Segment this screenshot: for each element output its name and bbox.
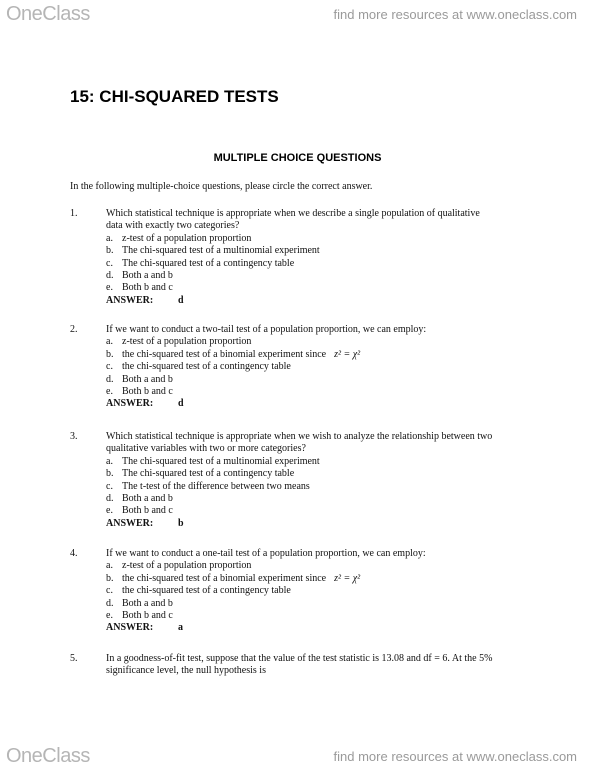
question-number: 4. [70, 548, 78, 559]
answer-value: b [178, 517, 184, 529]
question-3 [70, 431, 540, 530]
option-letter: d. [106, 493, 114, 505]
option-letter: b. [106, 468, 114, 480]
answer-option[interactable] [106, 282, 540, 294]
answer-option[interactable] [106, 598, 540, 610]
answer-option[interactable] [106, 233, 540, 245]
option-text: Both a and b [122, 493, 173, 505]
option-letter: d. [106, 373, 114, 385]
answer-line [106, 398, 540, 410]
header-bar: OneClass find more resources at www.oneclass.com [6, 3, 577, 25]
option-text: The chi-squared test of a multinomial experiment [122, 455, 320, 467]
question-body [106, 208, 540, 307]
question-stem-line: significance level, the null hypothesis is [106, 665, 266, 677]
section-title: MULTIPLE CHOICE QUESTIONS [213, 152, 382, 164]
equation: z² = χ² [334, 572, 361, 584]
answer-option[interactable] [106, 258, 540, 270]
option-text: The chi-squared test of a multinomial experiment [122, 245, 320, 257]
intro-text: In the following multiple-choice questions, please circle the correct answer. [70, 181, 373, 192]
answer-line [106, 518, 540, 530]
option-letter: e. [106, 282, 113, 294]
answer-value: d [178, 294, 184, 306]
option-letter: b. [106, 348, 114, 360]
option-text: Both a and b [122, 597, 173, 609]
answer-label: ANSWER: [106, 622, 154, 634]
answer-option[interactable] [106, 270, 540, 282]
question-stem-line: Which statistical technique is appropriate when we wish to analyze the relationship between two [106, 431, 493, 442]
option-letter: c. [106, 361, 113, 373]
footer-tagline[interactable]: find more resources at www.oneclass.com [333, 749, 577, 764]
option-letter: e. [106, 386, 113, 398]
answer-option[interactable] [106, 560, 540, 572]
question-stem-line: In a goodness-of-fit test, suppose that the value of the test statistic is 13.08 and df = 6. At the 5% [106, 653, 493, 664]
option-text: Both b and c [122, 505, 173, 517]
option-text: Both b and c [122, 386, 173, 398]
option-letter: d. [106, 597, 114, 609]
option-text: the chi-squared test of a binomial experiment since [122, 572, 327, 584]
option-letter: a. [106, 455, 113, 467]
header-tagline[interactable]: find more resources at www.oneclass.com [333, 7, 577, 22]
answer-option[interactable] [106, 349, 540, 361]
option-letter: e. [106, 610, 113, 622]
option-letter: a. [106, 560, 113, 572]
option-text: Both a and b [122, 270, 173, 282]
answer-option[interactable] [106, 481, 540, 493]
answer-option[interactable] [106, 493, 540, 505]
footer-bar: OneClass find more resources at www.oneclass.com [6, 745, 577, 767]
answer-line [106, 295, 540, 307]
answer-label: ANSWER: [106, 294, 154, 306]
option-letter: b. [106, 572, 114, 584]
chapter-title: 15: CHI-SQUARED TESTS [70, 87, 279, 106]
answer-option[interactable] [106, 245, 540, 257]
option-text: Both b and c [122, 282, 173, 294]
question-body [106, 548, 540, 635]
question-body [106, 324, 540, 411]
question-body [106, 431, 540, 530]
answer-label: ANSWER: [106, 398, 154, 410]
option-letter: c. [106, 480, 113, 492]
option-letter: a. [106, 232, 113, 244]
question-stem-line: If we want to conduct a two-tail test of a population proportion, we can employ: [106, 324, 427, 335]
question-stem-line: Which statistical technique is appropriate when we describe a single population of qualitative [106, 208, 480, 219]
option-text: the chi-squared test of a contingency table [122, 361, 291, 373]
question-5 [70, 653, 540, 678]
option-letter: c. [106, 257, 113, 269]
question-stem-line: qualitative variables with two or more categories? [106, 443, 306, 455]
option-text: z-test of a population proportion [122, 232, 252, 244]
question-number: 1. [70, 208, 78, 219]
answer-option[interactable] [106, 386, 540, 398]
answer-option[interactable] [106, 610, 540, 622]
answer-option[interactable] [106, 573, 540, 585]
option-text: z-test of a population proportion [122, 336, 252, 348]
option-text: Both b and c [122, 610, 173, 622]
answer-label: ANSWER: [106, 517, 154, 529]
answer-option[interactable] [106, 361, 540, 373]
option-text: the chi-squared test of a binomial experiment since [122, 348, 327, 360]
option-text: The chi-squared test of a contingency table [122, 257, 295, 269]
answer-option[interactable] [106, 585, 540, 597]
answer-value: d [178, 398, 184, 410]
option-text: the chi-squared test of a contingency table [122, 585, 291, 597]
question-1 [70, 208, 540, 307]
option-letter: c. [106, 585, 113, 597]
question-number: 3. [70, 431, 78, 442]
question-2 [70, 324, 540, 411]
option-text: z-test of a population proportion [122, 560, 252, 572]
answer-option[interactable] [106, 456, 540, 468]
option-letter: d. [106, 270, 114, 282]
answer-option[interactable] [106, 374, 540, 386]
option-text: The t-test of the difference between two means [122, 480, 310, 492]
question-stem-line: If we want to conduct a one-tail test of a population proportion, we can employ: [106, 548, 426, 559]
option-text: Both a and b [122, 373, 173, 385]
option-letter: a. [106, 336, 113, 348]
answer-value: a [178, 622, 183, 634]
question-stem-line: data with exactly two categories? [106, 220, 240, 232]
equation: z² = χ² [334, 348, 361, 360]
answer-option[interactable] [106, 468, 540, 480]
answer-line [106, 622, 540, 634]
option-letter: e. [106, 505, 113, 517]
answer-option[interactable] [106, 336, 540, 348]
question-body [106, 653, 540, 678]
question-number: 2. [70, 324, 78, 335]
answer-option[interactable] [106, 505, 540, 517]
option-letter: b. [106, 245, 114, 257]
option-text: The chi-squared test of a contingency table [122, 468, 295, 480]
question-number: 5. [70, 653, 78, 664]
question-4 [70, 548, 540, 635]
